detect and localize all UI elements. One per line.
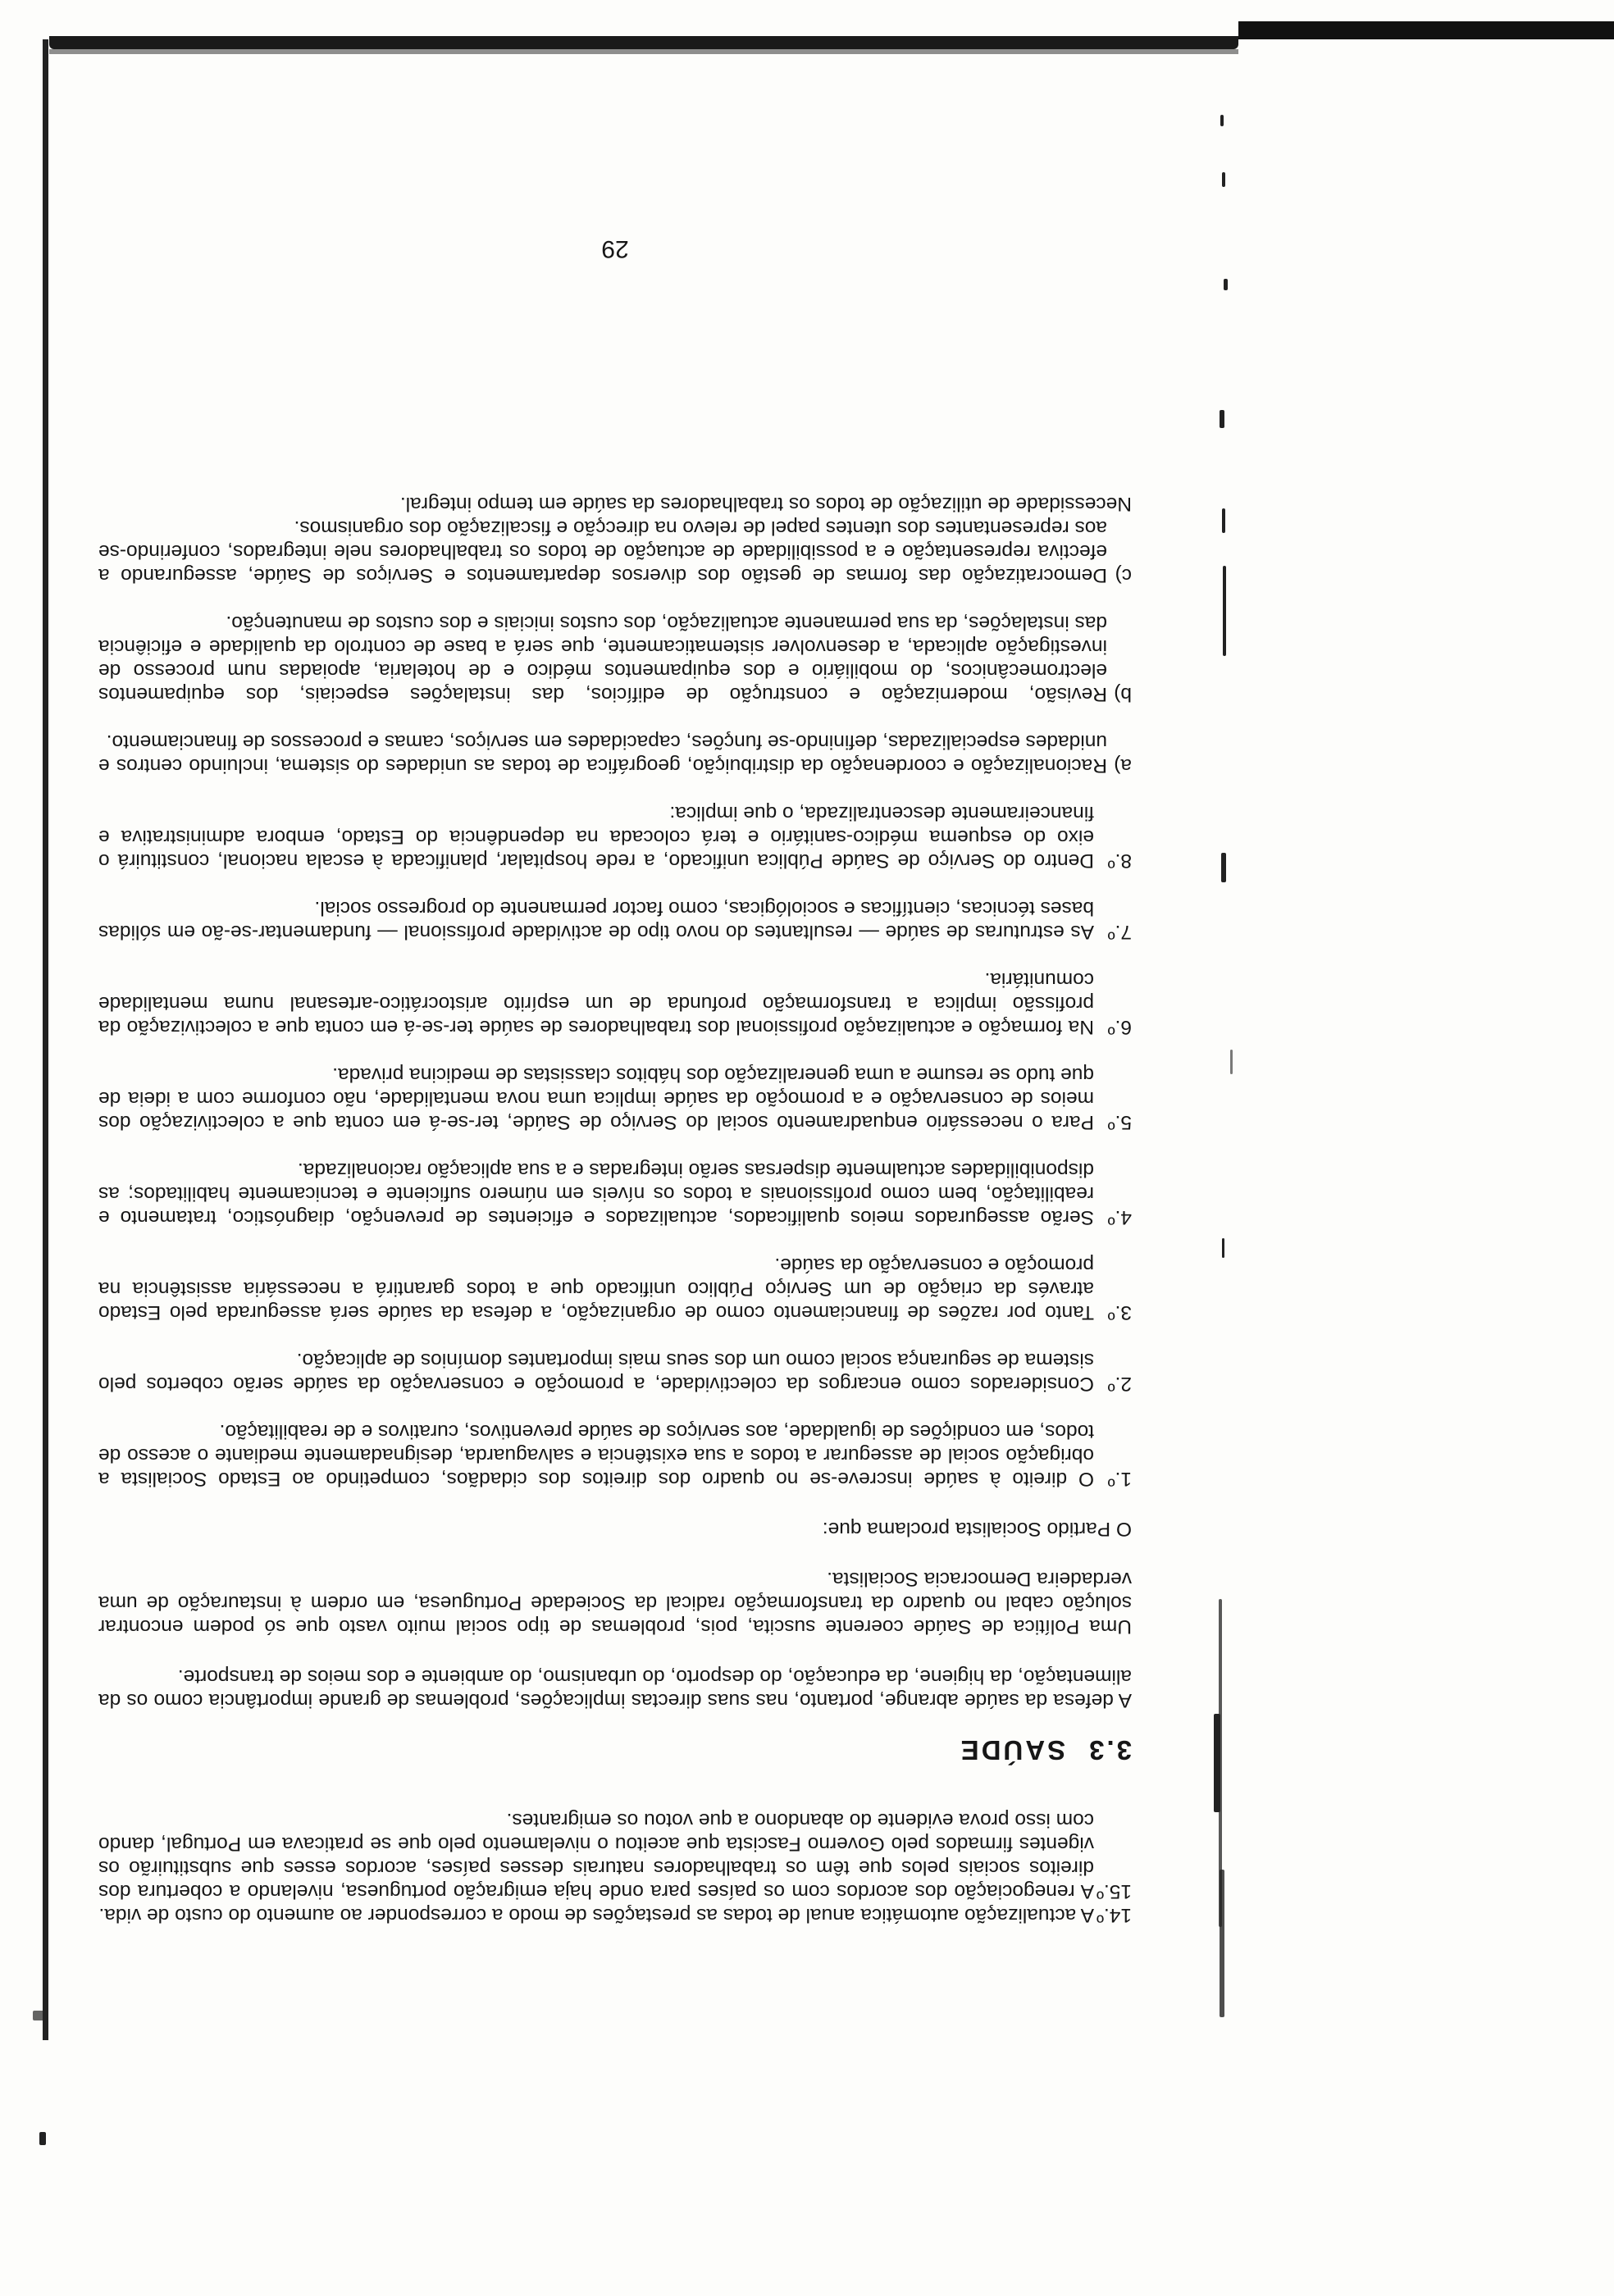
scan-speck <box>1223 566 1226 656</box>
page-content <box>98 492 1132 1927</box>
item-number: 1.º <box>1107 1468 1132 1490</box>
scan-speck <box>1224 279 1228 290</box>
list-item <box>98 1063 1132 1134</box>
section-title: SAÚDE <box>958 1735 1066 1765</box>
item-number: 7.º <box>1107 921 1132 943</box>
document-page <box>98 90 1132 2042</box>
item-text: A renegociação dos acordos com os países para onde haja emigração portuguesa, nivelando a cobertura dos direitos sociais pelos que têm os trabalhadores naturais desses países, acordos esses que substituirão os vigentes firmados pelo Governo Fascista que aceitou o nivelamento pelo que se praticava em Portugal, dando com isso prova evidente do abandono a que votou os emigrantes. <box>98 1809 1094 1902</box>
paragraph: A defesa da saúde abrange, portanto, nas suas directas implicações, problemas de grande importância como os da alimentação, da higiene, da educação, do desporto, do urbanismo, do ambiente e dos meios de transporte. <box>98 1665 1132 1711</box>
list-item <box>98 801 1132 872</box>
sub-item-letter: b) <box>1114 683 1132 705</box>
list-item <box>98 1419 1132 1491</box>
scan-border-top-right <box>1238 21 1614 39</box>
item-number: 3.º <box>1107 1301 1132 1323</box>
section-heading <box>98 1735 1132 1765</box>
scan-speck <box>1220 410 1224 428</box>
item-text: Para o necessário enquadramento social do Serviço de Saúde, ter-se-á em conta que a colectivização dos meios de conservação e a promoção da saúde implica uma nova mentalidade, não conforme com a ideia de que tudo se resume a uma generalização dos hábitos classistas de medicina privada. <box>98 1064 1094 1133</box>
item-number: 15.º <box>1096 1880 1132 1902</box>
list-item <box>98 896 1132 944</box>
item-text: Na formação e actualização profissional dos trabalhadores de saúde ter-se-á em conta que a colectivização da profissão implica a transformação profunda de um espírito aristocrático-artesanal numa mentalidade comunitária. <box>98 968 1094 1038</box>
item-text: A actualização automática anual de todas as prestações de modo a corresponder ao aumento do custo de vida. <box>98 1904 1094 1926</box>
sub-item-letter: a) <box>1114 754 1132 777</box>
paragraph: Uma Política de Saúde coerente suscita, pois, problemas de tipo social muito vasto que só podem encontrar solução cabal no quadro da transformação radical da Sociedade Portuguesa, em ordem à instauração de uma verdadeira Democracia Socialista. <box>98 1568 1132 1638</box>
list-item <box>98 1903 1132 1927</box>
scan-speck <box>1222 1238 1224 1258</box>
scan-speck <box>1222 508 1225 533</box>
item-number: 5.º <box>1107 1111 1132 1133</box>
item-text: Dentro do Serviço de Saúde Pública unificado, a rede hospitalar, planificada à escala nacional, constituirá o eixo do esquema médico-sanitário e terá colocada na dependência do Estado, embora administrativa e financeiramente descentralizada, o que implica: <box>98 802 1094 872</box>
item-number: 2.º <box>1107 1373 1132 1395</box>
sub-list-item <box>98 730 1132 777</box>
sub-list-item <box>98 516 1132 587</box>
item-number: 6.º <box>1107 1016 1132 1038</box>
paragraph: O Partido Socialista proclama que: <box>822 1518 1132 1540</box>
page-number: 29 <box>601 235 629 262</box>
item-text: Serão assegurados meios qualificados, actualizados e eficientes de prevenção, diagnóstico, tratamento e reabilitação, bem como profissionais a todos os níveis em número suficiente e tecnicamente habilitados; as disponibilidades actualmente dispersas serão integradas e a sua aplicação racionalizada. <box>98 1159 1094 1228</box>
closing-line: Necessidade de utilização de todos os trabalhadores da saúde em tempo integral. <box>399 493 1132 515</box>
item-number: 8.º <box>1107 850 1132 872</box>
section-number: 3.3 <box>1087 1735 1132 1765</box>
item-text: O direito à saúde inscreve-se no quadro dos direitos dos cidadãos, competindo ao Estado Socialista a obrigação social de assegurar a todos a sua existência e salvaguarda, designadamente mediante o acesso de todos, em condições de igualdade, aos serviços de saúde preventivos, curativos e de reabilitação. <box>98 1420 1094 1490</box>
scan-speck <box>1220 115 1224 126</box>
scan-border-top-shadow <box>49 49 1238 54</box>
scan-border-top <box>49 36 1238 49</box>
item-text: Tanto por razões de financiamento como de organização, a defesa da saúde será assegurada pelo Estado através da criação de um Serviço Público unificado que a todos garantirá a necessária assistência na promoção e conservação da saúde. <box>98 1254 1094 1323</box>
list-item <box>98 968 1132 1039</box>
sub-list-item <box>98 611 1132 706</box>
scan-speck <box>1220 1870 1224 2017</box>
scan-border-left <box>43 39 48 2040</box>
item-text: As estruturas de saúde — resultantes do novo tipo de actividade profissional — fundamentar-se-ão em sólidas bases técnicas, científicas e sociológicas, como factor permanente do progresso social. <box>98 897 1094 943</box>
scan-speck <box>1214 1714 1220 1812</box>
item-number: 4.º <box>1107 1206 1132 1228</box>
scan-speck <box>1221 853 1226 882</box>
scan-speck <box>1230 1050 1233 1074</box>
list-item <box>98 1158 1132 1229</box>
sub-item-text: Revisão, modernização e construção de edifícios, das instalações especiais, dos equipamentos electromecânicos, do mobiliário e dos equipamentos médico e de hotelaria, apoiadas num processo de investigação aplicada, a desenvolver sistematicamente, que será a base de controlo da qualidade e eficiência das instalações, da sua permanente actualização, dos custos iniciais e dos custos de manutenção. <box>98 612 1107 705</box>
item-text: Considerados como encargos da colectividade, a promoção e conservação da saúde serão cobertos pelo sistema de segurança social como um dos seus mais importantes domínios de aplicação. <box>98 1349 1094 1395</box>
scan-speck <box>1222 172 1225 187</box>
list-item <box>98 1253 1132 1324</box>
scan-speck <box>33 2011 46 2020</box>
list-item <box>98 1348 1132 1396</box>
scan-speck <box>39 2132 46 2145</box>
list-item <box>98 1808 1132 1903</box>
sub-item-text: Democratização das formas de gestão dos diversos departamentos e Serviços de Saúde, assegurando a efectiva representação e a possibilidade de actuação de todos os trabalhadores nele integrados, conferindo-se aos representantes dos utentes papel de relevo na direcção e fiscalização dos organismos. <box>98 517 1107 586</box>
sub-item-text: Racionalização e coordenação da distribuição, geográfica de todas as unidades do sistema, incluindo centros e unidades especializadas, definindo-se funções, capacidades em serviços, camas e processos de financiamento. <box>98 731 1107 777</box>
sub-item-letter: c) <box>1115 564 1132 586</box>
item-number: 14.º <box>1096 1904 1132 1926</box>
